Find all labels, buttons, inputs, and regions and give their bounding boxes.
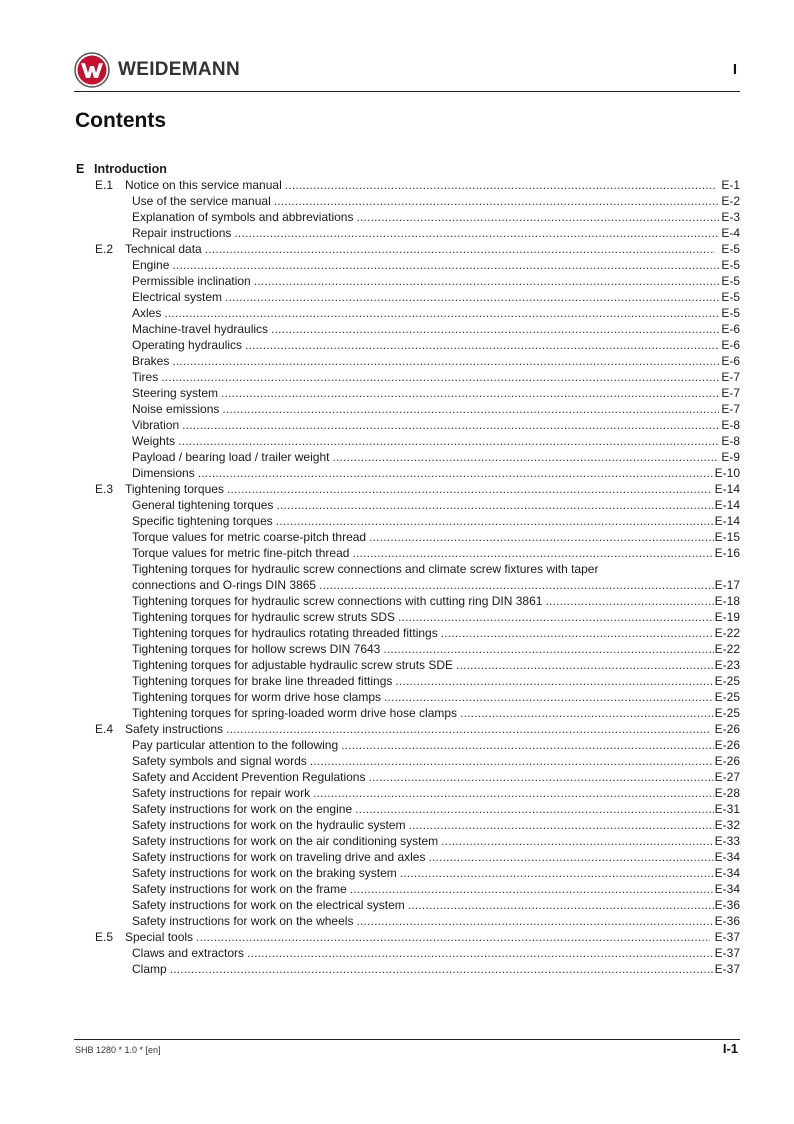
item-label: Tightening torques for hydraulic screw struts SDS (132, 610, 395, 624)
item-page: E-14 (714, 498, 740, 512)
item-label: Safety instructions for work on the frame (132, 882, 347, 896)
dot-leader (276, 497, 713, 513)
toc-item-row[interactable] (74, 689, 740, 705)
section-leader (125, 929, 711, 945)
item-label: Engine (132, 258, 170, 272)
toc-item-row[interactable] (74, 225, 740, 241)
dot-leader (222, 401, 719, 417)
toc-item-row[interactable] (74, 321, 740, 337)
dot-leader (356, 913, 713, 929)
toc-item-row[interactable] (74, 913, 740, 929)
item-leader (132, 369, 720, 385)
section-number: I (732, 61, 737, 78)
toc-item-wrapped-line[interactable] (74, 561, 740, 577)
toc-item-row[interactable] (74, 465, 740, 481)
dot-leader (356, 209, 719, 225)
item-page: E-3 (721, 210, 740, 224)
item-page: E-22 (714, 626, 740, 640)
item-leader (132, 577, 715, 593)
item-page: E-6 (721, 338, 740, 352)
item-page: E-28 (714, 786, 740, 800)
item-label: Tightening torques for hydraulics rotating threaded fittings (132, 626, 438, 640)
item-leader (132, 225, 720, 241)
dot-leader (164, 305, 719, 321)
item-label: Noise emissions (132, 402, 220, 416)
item-label: Tightening torques for adjustable hydraulic screw struts SDE (132, 658, 454, 672)
brand-name: WEIDEMANN (118, 59, 240, 80)
toc-item-row[interactable] (74, 785, 740, 801)
item-leader (132, 209, 720, 225)
dot-leader (384, 689, 714, 705)
item-label: Safety instructions for work on the electrical system (132, 898, 405, 912)
toc-item-row[interactable] (74, 369, 740, 385)
item-leader (132, 849, 715, 865)
item-page: E-25 (714, 706, 740, 720)
dot-leader (285, 177, 715, 193)
item-label: Payload / bearing load / trailer weight (132, 450, 330, 464)
toc-item-row[interactable] (74, 417, 740, 433)
item-leader (132, 433, 720, 449)
item-page: E-26 (714, 754, 740, 768)
dot-leader (441, 833, 714, 849)
item-page: E-2 (721, 194, 740, 208)
dot-leader (205, 241, 715, 257)
item-page: E-37 (714, 962, 740, 976)
dot-leader (254, 273, 719, 289)
page-title: Contents (75, 109, 166, 132)
item-label: Safety instructions for work on traveling drive and axles (132, 850, 426, 864)
item-page: E-25 (714, 690, 740, 704)
item-label: Permissible inclination (132, 274, 251, 288)
toc-item-row[interactable] (74, 289, 740, 305)
item-leader (132, 289, 720, 305)
item-leader (132, 401, 720, 417)
item-label: Safety symbols and signal words (132, 754, 307, 768)
dot-leader (383, 641, 713, 657)
item-label: Torque values for metric fine-pitch thread (132, 546, 350, 560)
toc-item-row[interactable] (74, 945, 740, 961)
item-page: E-8 (721, 434, 740, 448)
item-label: Operating hydraulics (132, 338, 243, 352)
dot-leader (456, 657, 714, 673)
item-page: E-7 (721, 402, 740, 416)
item-leader (132, 513, 715, 529)
item-leader (132, 737, 715, 753)
toc-section-row[interactable] (74, 929, 740, 945)
item-leader (132, 273, 720, 289)
item-leader (132, 881, 715, 897)
section-page: E-37 (714, 930, 740, 944)
toc-item-row[interactable] (74, 529, 740, 545)
item-leader (132, 625, 715, 641)
dot-leader (319, 577, 714, 593)
dot-leader (245, 337, 719, 353)
item-page: E-37 (714, 946, 740, 960)
document-id: SHB 1280 * 1.0 * [en] (75, 1045, 161, 1055)
toc-item-row[interactable] (74, 961, 740, 977)
header-divider (74, 91, 740, 92)
item-label: Safety instructions for work on the wheels (132, 914, 354, 928)
toc-section-row[interactable] (74, 721, 740, 737)
item-page: E-7 (721, 370, 740, 384)
toc-item-row[interactable] (74, 865, 740, 881)
item-page: E-36 (714, 898, 740, 912)
toc-section-row[interactable] (74, 481, 740, 497)
footer-divider (74, 1039, 740, 1040)
toc-item-row[interactable] (74, 657, 740, 673)
chapter-title: Introduction (94, 162, 167, 176)
item-page: E-19 (714, 610, 740, 624)
toc-item-row[interactable] (74, 849, 740, 865)
item-page: E-14 (714, 514, 740, 528)
item-page: E-25 (714, 674, 740, 688)
dot-leader (225, 289, 719, 305)
item-label-line1: Tightening torques for hydraulic screw connections and climate screw fixtures with taper (132, 562, 599, 576)
dot-leader (332, 449, 719, 465)
item-page: E-23 (714, 658, 740, 672)
section-title: Tightening torques (125, 482, 224, 496)
item-leader (132, 353, 720, 369)
item-leader (132, 817, 715, 833)
item-leader (132, 449, 720, 465)
item-leader (132, 385, 720, 401)
item-label: Electrical system (132, 290, 223, 304)
toc-item-row[interactable] (74, 593, 740, 609)
page-header (74, 50, 739, 94)
dot-leader (352, 545, 713, 561)
section-number: E.2 (95, 242, 114, 256)
item-label: Tightening torques for brake line threaded fittings (132, 674, 393, 688)
item-page: E-34 (714, 882, 740, 896)
section-leader (125, 721, 711, 737)
item-label: Pay particular attention to the following (132, 738, 339, 752)
item-page: E-5 (721, 306, 740, 320)
dot-leader (178, 433, 719, 449)
section-page: E-26 (714, 722, 740, 736)
item-label: Claws and extractors (132, 946, 245, 960)
weidemann-logo-icon (74, 52, 110, 88)
item-leader (132, 865, 715, 881)
item-leader (132, 657, 715, 673)
item-leader (132, 705, 715, 721)
item-leader (132, 593, 715, 609)
dot-leader (400, 865, 714, 881)
dot-leader (395, 673, 713, 689)
toc-item-row[interactable] (74, 833, 740, 849)
item-label: Vibration (132, 418, 180, 432)
dot-leader (545, 593, 713, 609)
dot-leader (161, 369, 719, 385)
toc-item-row[interactable] (74, 273, 740, 289)
item-page: E-5 (721, 258, 740, 272)
item-label: Machine-travel hydraulics (132, 322, 269, 336)
dot-leader (460, 705, 714, 721)
section-page: E-14 (714, 482, 740, 496)
item-leader (132, 801, 715, 817)
dot-leader (313, 785, 714, 801)
dot-leader (234, 225, 719, 241)
item-label: Axles (132, 306, 162, 320)
toc-item-row[interactable] (74, 609, 740, 625)
toc-item-row[interactable] (74, 881, 740, 897)
toc-item-row[interactable] (74, 641, 740, 657)
toc-item-row[interactable] (74, 305, 740, 321)
section-title: Notice on this service manual (125, 178, 282, 192)
item-leader (132, 769, 715, 785)
toc-item-row[interactable] (74, 801, 740, 817)
toc-item-row[interactable] (74, 353, 740, 369)
item-leader (132, 961, 715, 977)
chapter-number: E (76, 162, 85, 176)
section-leader (125, 241, 716, 257)
item-label: Use of the service manual (132, 194, 271, 208)
dot-leader (428, 849, 713, 865)
item-page: E-34 (714, 866, 740, 880)
dot-leader (182, 417, 719, 433)
item-label: Brakes (132, 354, 170, 368)
item-page: E-34 (714, 850, 740, 864)
page-number: I-1 (722, 1041, 738, 1056)
item-label: Tightening torques for spring-loaded worm drive hose clamps (132, 706, 458, 720)
toc-item-row[interactable] (74, 753, 740, 769)
item-page: E-31 (714, 802, 740, 816)
toc-item-row[interactable] (74, 257, 740, 273)
item-leader (132, 609, 715, 625)
dot-leader (408, 897, 714, 913)
item-leader (132, 689, 715, 705)
dot-leader (198, 465, 714, 481)
item-label: Clamp (132, 962, 167, 976)
dot-leader (398, 609, 714, 625)
toc-section-row[interactable] (74, 241, 740, 257)
item-page: E-4 (721, 226, 740, 240)
section-page: E-1 (721, 178, 740, 192)
item-page: E-33 (714, 834, 740, 848)
toc-item-row[interactable] (74, 193, 740, 209)
item-label: Tires (132, 370, 159, 384)
section-number: E.5 (95, 930, 114, 944)
item-page: E-10 (714, 466, 740, 480)
item-leader (132, 193, 720, 209)
item-page: E-16 (714, 546, 740, 560)
item-page: E-18 (714, 594, 740, 608)
item-label: Specific tightening torques (132, 514, 273, 528)
item-page: E-9 (721, 450, 740, 464)
toc-item-row[interactable] (74, 673, 740, 689)
toc-item-row[interactable] (74, 817, 740, 833)
section-leader (125, 481, 711, 497)
chapter-heading (74, 161, 740, 177)
item-leader (132, 417, 720, 433)
item-label: Weights (132, 434, 176, 448)
toc-item-row[interactable] (74, 769, 740, 785)
item-leader (132, 897, 715, 913)
brand-logo (74, 52, 240, 88)
dot-leader (227, 481, 710, 497)
item-page: E-7 (721, 386, 740, 400)
item-label: General tightening torques (132, 498, 274, 512)
item-page: E-27 (714, 770, 740, 784)
item-label: Explanation of symbols and abbreviations (132, 210, 354, 224)
dot-leader (368, 769, 713, 785)
toc-item-row[interactable] (74, 497, 740, 513)
toc-item-row[interactable] (74, 577, 740, 593)
item-leader (132, 913, 715, 929)
toc-item-row[interactable] (74, 625, 740, 641)
dot-leader (369, 529, 714, 545)
dot-leader (441, 625, 714, 641)
item-label: Safety instructions for work on the engine (132, 802, 353, 816)
item-leader (132, 337, 720, 353)
toc-item-row[interactable] (74, 449, 740, 465)
item-leader (132, 641, 715, 657)
toc-item-row[interactable] (74, 433, 740, 449)
item-page: E-5 (721, 290, 740, 304)
section-leader (125, 177, 716, 193)
dot-leader (341, 737, 714, 753)
toc-item-row[interactable] (74, 209, 740, 225)
item-leader (132, 945, 715, 961)
item-leader (132, 833, 715, 849)
item-label: connections and O-rings DIN 3865 (132, 578, 317, 592)
dot-leader (221, 385, 719, 401)
toc-item-row[interactable] (74, 705, 740, 721)
item-page: E-17 (714, 578, 740, 592)
item-page: E-6 (721, 322, 740, 336)
dot-leader (226, 721, 710, 737)
item-page: E-6 (721, 354, 740, 368)
table-of-contents (74, 161, 740, 977)
item-leader (132, 545, 715, 561)
item-page: E-36 (714, 914, 740, 928)
toc-item-row[interactable] (74, 545, 740, 561)
toc-item-row[interactable] (74, 737, 740, 753)
dot-leader (350, 881, 714, 897)
item-label: Steering system (132, 386, 219, 400)
dot-leader (355, 801, 714, 817)
item-label: Safety instructions for work on the braking system (132, 866, 397, 880)
item-page: E-32 (714, 818, 740, 832)
item-label: Tightening torques for hydraulic screw connections with cutting ring DIN 3861 (132, 594, 543, 608)
dot-leader (247, 945, 714, 961)
dot-leader (271, 321, 719, 337)
toc-section-row[interactable] (74, 177, 740, 193)
item-leader (132, 321, 720, 337)
item-label: Repair instructions (132, 226, 232, 240)
item-leader (132, 785, 715, 801)
item-label: Dimensions (132, 466, 195, 480)
toc-item-row[interactable] (74, 401, 740, 417)
item-label: Tightening torques for worm drive hose clamps (132, 690, 381, 704)
item-leader (132, 305, 720, 321)
item-leader (132, 257, 720, 273)
dot-leader (172, 353, 719, 369)
item-page: E-22 (714, 642, 740, 656)
toc-item-row[interactable] (74, 385, 740, 401)
item-label: Safety instructions for repair work (132, 786, 311, 800)
toc-item-row[interactable] (74, 513, 740, 529)
item-leader (132, 465, 715, 481)
item-label: Tightening torques for hollow screws DIN 7643 (132, 642, 381, 656)
item-leader (132, 497, 715, 513)
dot-leader (172, 257, 719, 273)
item-label: Safety and Accident Prevention Regulations (132, 770, 366, 784)
toc-item-row[interactable] (74, 337, 740, 353)
item-label: Torque values for metric coarse-pitch thread (132, 530, 367, 544)
item-leader (132, 673, 715, 689)
item-page: E-26 (714, 738, 740, 752)
item-leader (132, 529, 715, 545)
item-page: E-8 (721, 418, 740, 432)
item-leader (132, 753, 715, 769)
dot-leader (196, 929, 710, 945)
section-number: E.4 (95, 722, 114, 736)
section-title: Safety instructions (125, 722, 224, 736)
toc-item-row[interactable] (74, 897, 740, 913)
section-number: E.1 (95, 178, 114, 192)
dot-leader (310, 753, 714, 769)
item-page: E-15 (714, 530, 740, 544)
dot-leader (276, 513, 714, 529)
dot-leader (274, 193, 719, 209)
dot-leader (408, 817, 713, 833)
item-label: Safety instructions for work on the air conditioning system (132, 834, 439, 848)
section-number: E.3 (95, 482, 114, 496)
section-page: E-5 (721, 242, 740, 256)
section-title: Technical data (125, 242, 202, 256)
item-label: Safety instructions for work on the hydraulic system (132, 818, 406, 832)
section-title: Special tools (125, 930, 194, 944)
item-page: E-5 (721, 274, 740, 288)
dot-leader (170, 961, 714, 977)
